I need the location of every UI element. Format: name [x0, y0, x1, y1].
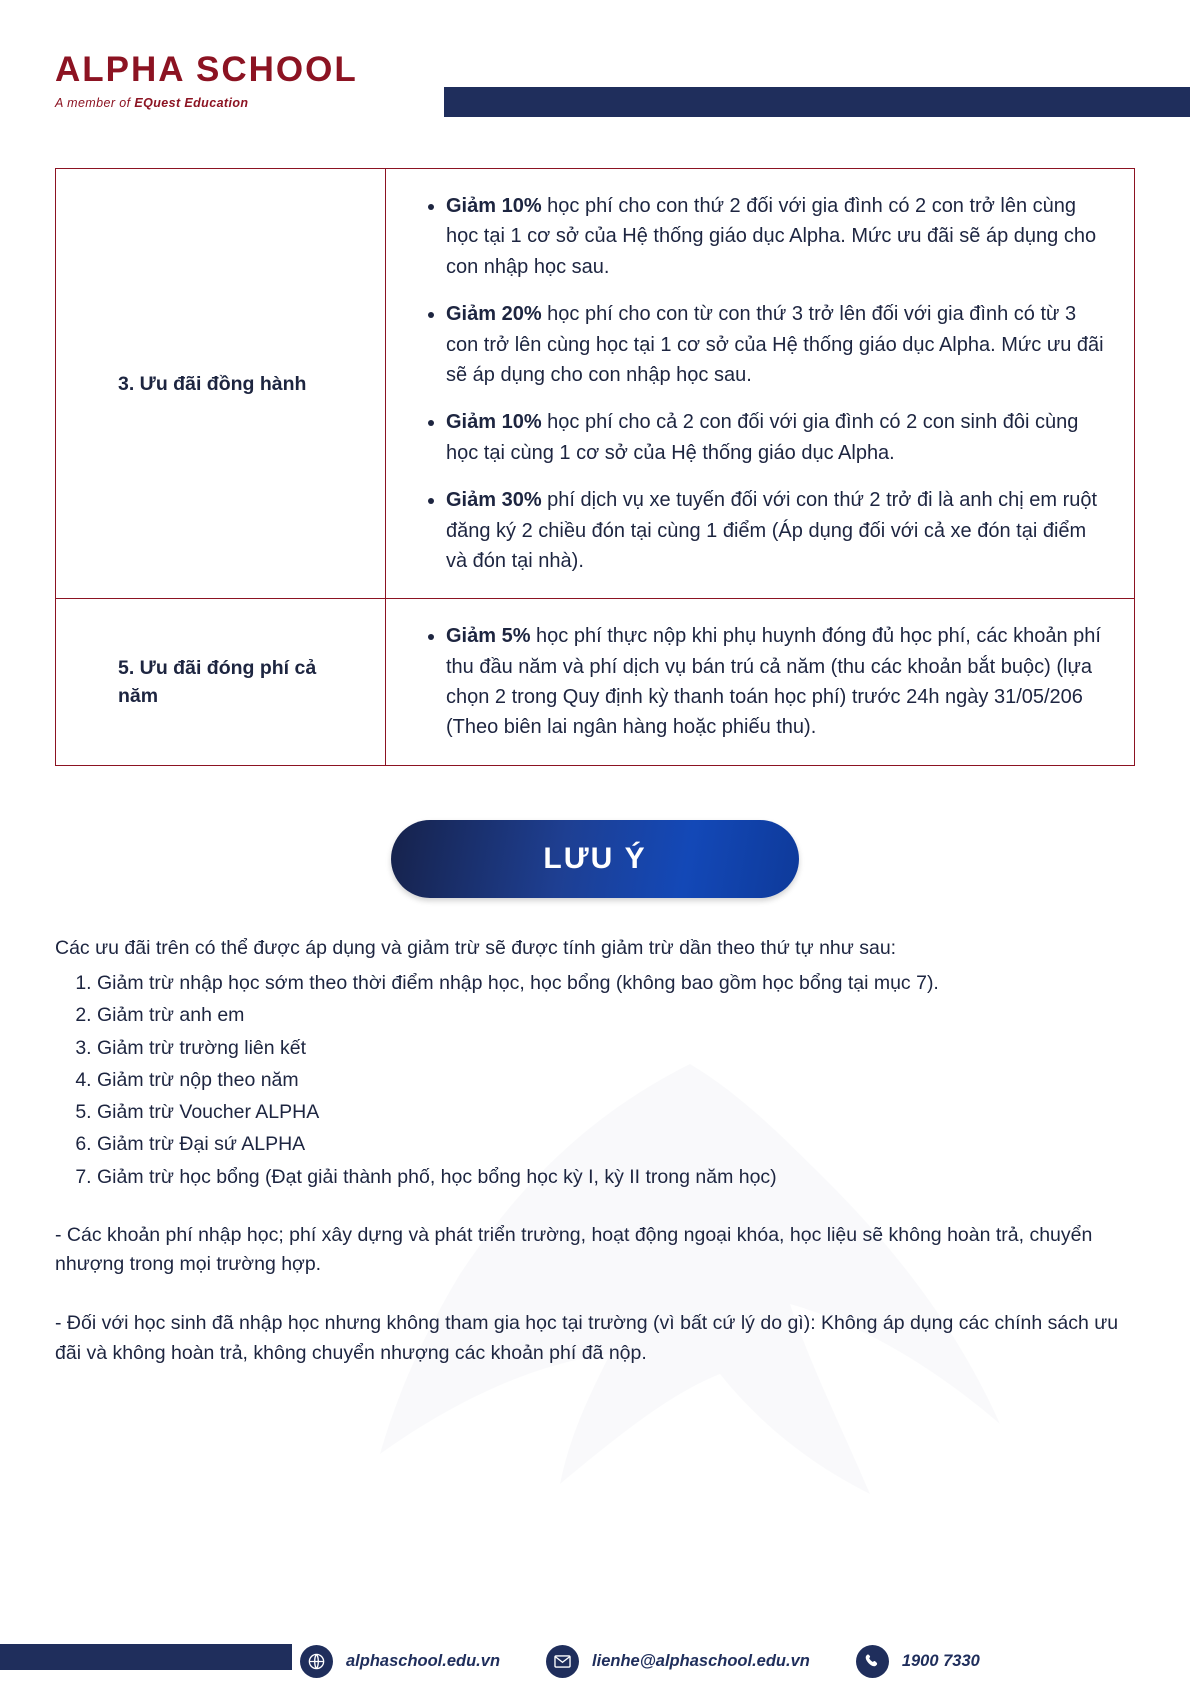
list-item: 7. Giảm trừ học bổng (Đạt giải thành phố, học bổng học kỳ I, kỳ II trong năm học) — [97, 1163, 1135, 1191]
footer-phone-text: 1900 7330 — [901, 1652, 980, 1670]
table-row — [56, 169, 1134, 599]
row-content — [386, 169, 1134, 598]
envelope-icon — [546, 1645, 579, 1678]
highlight: Giảm 5% — [446, 625, 531, 648]
list-item: 4. Giảm trừ nộp theo năm — [97, 1066, 1135, 1094]
notes-section — [55, 934, 1135, 1368]
list-item-text: học phí cho cả 2 con đối với gia đình có 2 con sinh đôi cùng học tại cùng 1 cơ sở của Hệ thống giáo dục Alpha. — [446, 411, 1079, 464]
highlight: Giảm 10% — [446, 411, 542, 434]
logo-title: ALPHA SCHOOL — [55, 50, 358, 89]
list-item: 1. Giảm trừ nhập học sớm theo thời điểm nhập học, học bổng (không bao gồm học bổng tại mục 7). — [97, 969, 1135, 997]
footer-email[interactable] — [546, 1645, 810, 1678]
note-banner: LƯU Ý — [391, 820, 799, 898]
list-item: 6. Giảm trừ Đại sứ ALPHA — [97, 1130, 1135, 1158]
list-item: 3. Giảm trừ trường liên kết — [97, 1034, 1135, 1062]
list-item-text: học phí thực nộp khi phụ huynh đóng đủ học phí, các khoản phí thu đầu năm và phí dịch vụ bán trú cả năm (thu các khoản bắt buộc) (lựa chọn 2 trong Quy định kỳ thanh toán học phí) trước 24h ngày 31/05/206 (Theo biên lai ngân hàng hoặc phiếu thu). — [446, 625, 1101, 739]
bullet-list — [404, 621, 1104, 743]
phone-icon — [856, 1645, 889, 1678]
logo — [55, 52, 358, 110]
row-label: 3. Ưu đãi đồng hành — [56, 169, 386, 598]
page-header — [0, 0, 1190, 150]
list-item — [446, 191, 1104, 282]
notes-paragraph-1: - Các khoản phí nhập học; phí xây dựng và phát triển trường, hoạt động ngoại khóa, học liệu sẽ không hoàn trả, chuyển nhượng trong mọi trường hợp. — [55, 1223, 1093, 1276]
footer-contact-group — [300, 1645, 980, 1678]
logo-subtitle-prefix: A member of — [55, 96, 135, 110]
footer-website[interactable] — [300, 1645, 500, 1678]
globe-icon — [300, 1645, 333, 1678]
bullet-list — [404, 191, 1104, 576]
list-item — [446, 299, 1104, 390]
row-content — [386, 599, 1134, 765]
logo-subtitle-brand: EQuest Education — [134, 96, 249, 110]
footer-website-text: alphaschool.edu.vn — [346, 1652, 501, 1670]
list-item — [446, 621, 1104, 743]
notes-paragraph-2: - Đối với học sinh đã nhập học nhưng không tham gia học tại trường (vì bất cứ lý do gì): Không áp dụng các chính sách ưu đãi và không hoàn trả, không chuyển nhượng các khoản phí đã nộp. — [55, 1312, 1119, 1364]
list-item: 2. Giảm trừ anh em — [97, 1001, 1135, 1029]
list-item — [446, 407, 1104, 468]
highlight: Giảm 30% — [446, 489, 542, 512]
footer-phone[interactable] — [856, 1645, 980, 1678]
benefits-table — [55, 168, 1135, 766]
list-item-text: học phí cho con từ con thứ 3 trở lên đối với gia đình có từ 3 con trở lên cùng học tại 1 cơ sở của Hệ thống giáo dục Alpha. Mức ưu đãi sẽ áp dụng cho con nhập học sau. — [446, 303, 1104, 386]
footer-accent-bar — [0, 1644, 292, 1670]
note-banner-wrap — [0, 820, 1190, 898]
logo-subtitle — [55, 96, 358, 110]
notes-lead: Các ưu đãi trên có thể được áp dụng và giảm trừ sẽ được tính giảm trừ dần theo thứ tự như sau: — [55, 936, 897, 959]
footer-email-text: lienhe@alphaschool.edu.vn — [592, 1652, 810, 1670]
table-row — [56, 599, 1134, 765]
list-item-text: phí dịch vụ xe tuyến đối với con thứ 2 trở đi là anh chị em ruột đăng ký 2 chiều đón tại cùng 1 điểm (Áp dụng đối với cả xe đón tại điểm và đón tại nhà). — [446, 489, 1098, 572]
row-label: 5. Ưu đãi đóng phí cả năm — [56, 599, 386, 765]
list-item: 5. Giảm trừ Voucher ALPHA — [97, 1098, 1135, 1126]
list-item — [446, 485, 1104, 576]
highlight: Giảm 20% — [446, 303, 542, 326]
highlight: Giảm 10% — [446, 195, 542, 217]
list-item-text: học phí cho con thứ 2 đối với gia đình có 2 con trở lên cùng học tại 1 cơ sở của Hệ thống giáo dục Alpha. Mức ưu đãi sẽ áp dụng cho con nhập học sau. — [446, 195, 1097, 278]
notes-ordered-list — [55, 969, 1135, 1191]
page-footer — [0, 1618, 1190, 1684]
header-accent-bar — [444, 87, 1190, 117]
